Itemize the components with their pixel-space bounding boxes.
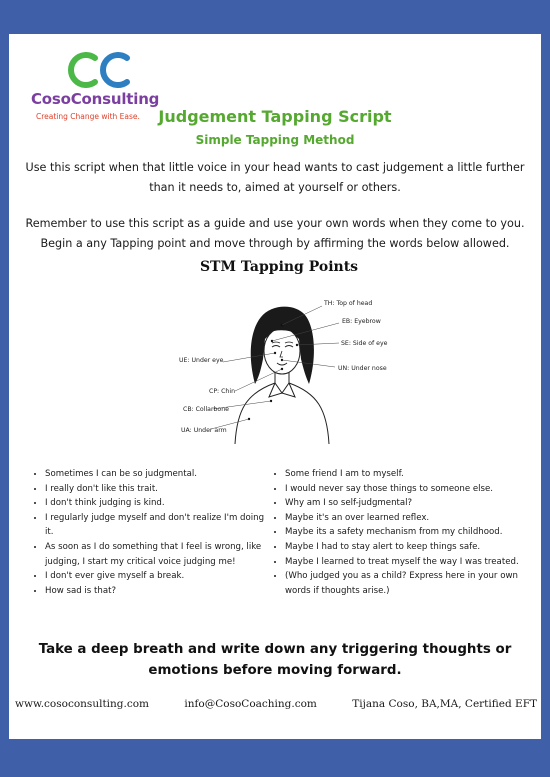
point-label-se: SE: Side of eye [341,340,388,347]
point-label-cp: CP: Chin [209,388,235,395]
document-page [9,34,541,739]
footer-email-link[interactable]: info@CosoCoaching.com [184,698,317,710]
list-item: • As soon as I do something that I feel is wrong, like judging, I start my critical voice judging me! [45,540,271,569]
figure-title: STM Tapping Points [199,259,359,275]
shoulders-shape [235,383,329,444]
point-label-th: TH: Top of head [324,300,373,307]
list-item: • I would never say those things to someone else. [285,482,533,497]
logo-wordmark: CosoConsulting [31,90,160,108]
logo-tagline: Creating Change with Ease. [36,112,140,121]
cc-logo-icon [65,50,135,90]
footer-website-link[interactable]: www.cosoconsulting.com [15,698,149,710]
list-item: • I don't think judging is kind. [45,496,271,511]
point-label-un: UN: Under nose [338,365,387,372]
page-subtitle: Simple Tapping Method [195,133,355,147]
script-list-left [31,467,271,598]
list-item: • I regularly judge myself and don't realize I'm doing it. [45,511,271,540]
face-diagram [139,259,419,444]
list-item: • Maybe I had to stay alert to keep things safe. [285,540,533,555]
closing-instruction: Take a deep breath and write down any triggering thoughts or emotions before moving forward. [38,642,512,678]
footer-author: Tijana Coso, BA,MA, Certified EFT [352,698,537,710]
script-list-right [271,467,533,598]
intro-paragraph: Remember to use this script as a guide and use your own words when they come to you. Begin a any Tapping point and move through by affirming the words below allowed. [25,217,525,250]
list-item: • Why am I so self-judgmental? [285,496,533,511]
point-label-ua: UA: Under arm [181,427,227,434]
intro-paragraph: Use this script when that little voice in your head wants to cast judgement a little further than it needs to, aimed at yourself or others. [25,161,525,194]
point-label-ue: UE: Under eye [179,357,224,364]
list-item: • (Who judged you as a child? Express here in your own words if thoughts arise.) [285,569,533,598]
footer [9,698,541,710]
list-item: • Maybe I learned to treat myself the way I was treated. [285,555,533,570]
list-item: • Sometimes I can be so judgmental. [45,467,271,482]
list-item: • Maybe its a safety mechanism from my childhood. [285,525,533,540]
point-label-cb: CB: Collarbone [183,406,229,413]
list-item: • Some friend I am to myself. [285,467,533,482]
tapping-points-figure [139,259,419,444]
intro-text [15,158,535,270]
list-item: • I don't ever give myself a break. [45,569,271,584]
page-title: Judgement Tapping Script [158,107,392,126]
list-item: • I really don't like this trait. [45,482,271,497]
list-item: • How sad is that? [45,584,271,599]
list-item: • Maybe it's an over learned reflex. [285,511,533,526]
point-label-eb: EB: Eyebrow [342,318,381,325]
